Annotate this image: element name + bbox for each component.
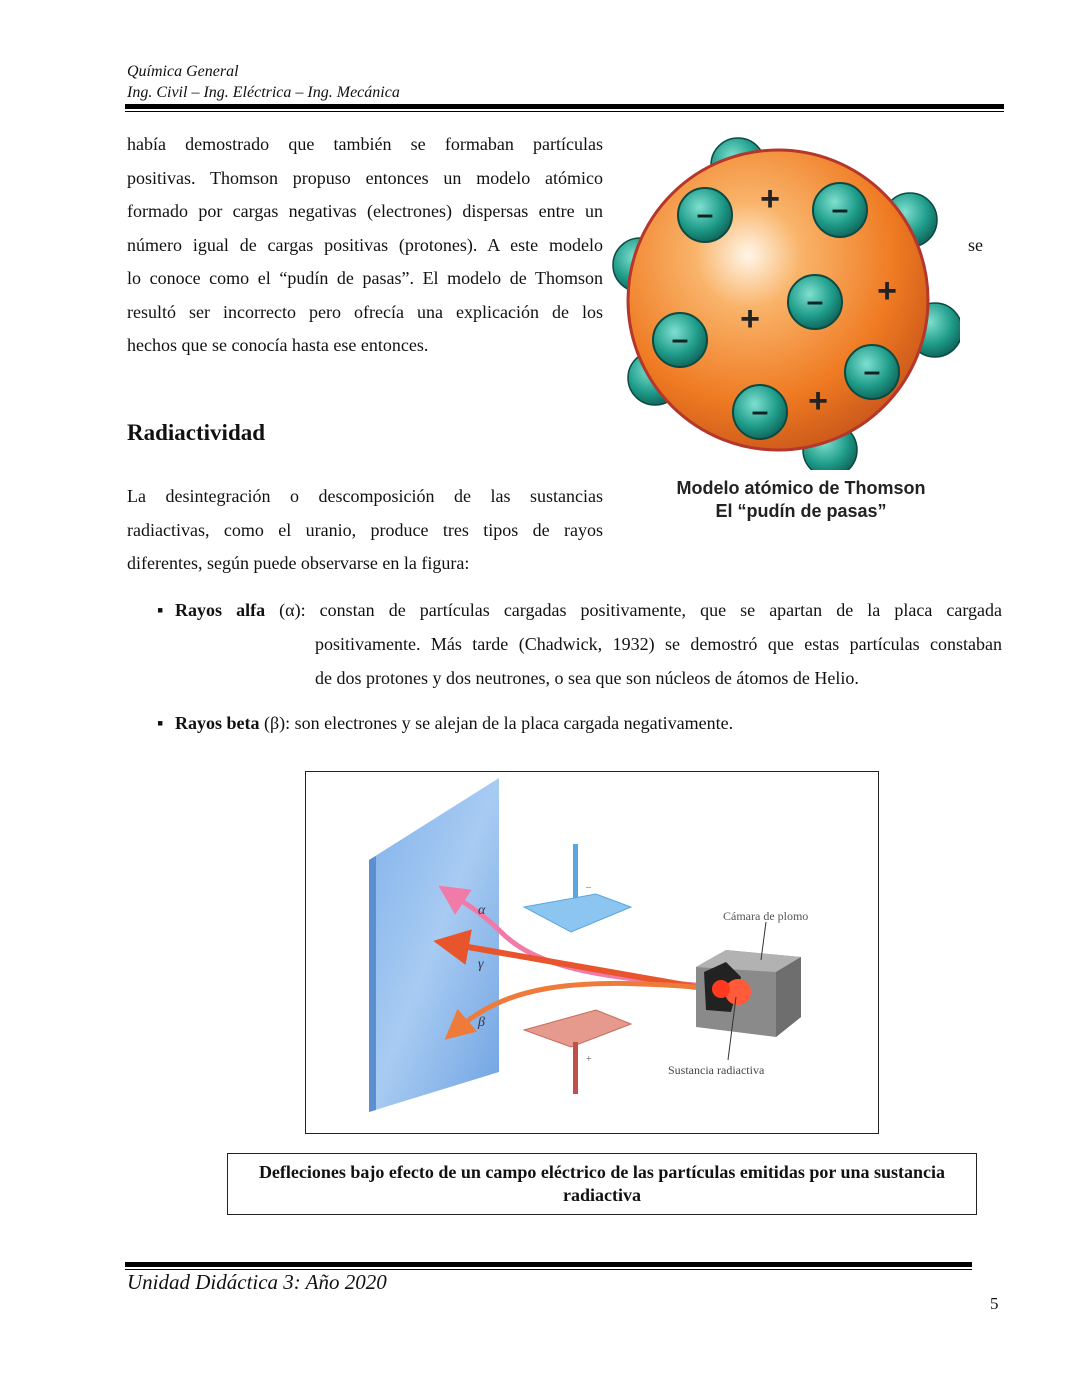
plus-sign: + <box>740 300 760 338</box>
bullet-beta <box>157 706 1002 740</box>
lead-chamber-label: Cámara de plomo <box>723 909 809 923</box>
footer-text: Unidad Didáctica 3: Año 2020 <box>127 1270 387 1294</box>
minus-sign: – <box>751 395 769 428</box>
positive-sign: + <box>586 1054 592 1065</box>
bullet-symbol: (α): <box>279 600 306 620</box>
text-line: resultó ser incorrecto pero ofrecía una explicación de los <box>127 301 603 322</box>
text-line: número igual de cargas positivas (protones). A este modelo <box>127 234 603 255</box>
plus-sign: + <box>760 180 780 218</box>
bullet-text: positivamente. Más tarde (Chadwick, 1932) se demostró que estas partículas constaban <box>315 634 1002 654</box>
minus-sign: – <box>863 355 881 388</box>
plus-sign: + <box>877 272 897 310</box>
text-line: hechos que se conocía hasta ese entonces. <box>127 335 429 355</box>
thomson-caption <box>640 477 962 523</box>
minus-sign: – <box>831 193 849 226</box>
bullet-symbol: (β): <box>264 713 291 733</box>
minus-sign: – <box>696 198 714 231</box>
text-line: diferentes, según puede observarse en la figura: <box>127 553 470 573</box>
text-line: lo conoce como el “pudín de pasas”. El modelo de Thomson <box>127 268 603 288</box>
caption-line: El “pudín de pasas” <box>715 501 887 521</box>
bullet-alpha <box>157 593 1002 695</box>
section-title: Radiactividad <box>127 420 266 445</box>
footer-rule <box>125 1262 972 1267</box>
bullet-term: Rayos beta <box>175 713 260 733</box>
beta-label: β <box>478 1015 485 1030</box>
bullet-term: Rayos alfa <box>175 600 266 620</box>
bullet-text: constan de partículas cargadas positivamente, que se apartan de la placa cargada <box>319 600 1003 620</box>
deflection-figure <box>305 771 879 1134</box>
bullet-icon: ▪ <box>157 713 164 733</box>
caption-line: Modelo atómico de Thomson <box>676 478 926 498</box>
bullet-text: de dos protones y dos neutrones, o sea que son núcleos de átomos de Helio. <box>315 668 859 688</box>
figure-caption: Defleciones bajo efecto de un campo eléctrico de las partículas emitidas por una sustancia radiactiva <box>227 1153 977 1215</box>
header-careers: Ing. Civil – Ing. Eléctrica – Ing. Mecánica <box>127 84 400 101</box>
stray-word: se <box>968 235 983 255</box>
plus-sign: + <box>808 382 828 420</box>
radioactive-substance-label: Sustancia radiactiva <box>668 1063 765 1077</box>
thomson-model-illustration <box>610 135 960 470</box>
minus-sign: – <box>671 323 689 356</box>
positive-plate <box>524 1010 631 1047</box>
paragraph-thomson <box>127 128 603 363</box>
positive-plate-rod <box>573 1042 578 1094</box>
bullet-text: son electrones y se alejan de la placa cargada negativamente. <box>294 713 734 733</box>
minus-sign: – <box>806 285 824 318</box>
paragraph-radioactivity <box>127 480 603 581</box>
text-line: había demostrado que también se formaban partículas <box>127 134 603 154</box>
bullet-icon: ▪ <box>157 600 164 620</box>
text-line: radiactivas, como el uranio, produce tres tipos de rayos <box>127 519 603 540</box>
header-course: Química General <box>127 63 239 80</box>
negative-plate <box>524 894 631 932</box>
header-rule <box>125 104 1004 109</box>
negative-sign: – <box>586 882 591 893</box>
text-line: La desintegración o descomposición de las sustancias <box>127 486 603 506</box>
alpha-label: α <box>478 903 486 918</box>
text-line: positivas. Thomson propuso entonces un modelo atómico <box>127 167 603 188</box>
gamma-label: γ <box>478 957 484 972</box>
detector-screen <box>369 778 499 1112</box>
deflection-illustration <box>306 772 878 1133</box>
header-rule-thin <box>125 111 1004 112</box>
text-line: formado por cargas negativas (electrones) dispersas entre un <box>127 201 603 221</box>
page-number: 5 <box>990 1294 999 1313</box>
